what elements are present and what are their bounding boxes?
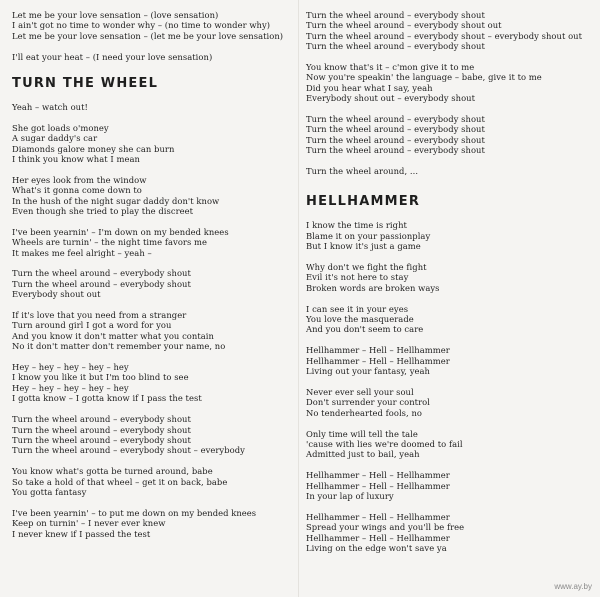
intro-section — [12, 10, 297, 62]
lyric-line: Broken words are broken ways — [306, 282, 440, 293]
lyric-line: Turn the wheel around – everybody shout — [306, 124, 485, 135]
lyric-line: So take a hold of that wheel – get it on back, babe — [12, 476, 228, 487]
lyric-line: I know the time is right — [306, 220, 407, 231]
stanza — [12, 362, 297, 404]
lyric-line: Let me be your love sensation – (let me be your love sensation) — [12, 30, 284, 41]
stanza — [12, 310, 297, 352]
page-fold — [298, 0, 299, 597]
lyric-line: Only time will tell the tale — [306, 428, 418, 439]
lyric-line: I ain't got no time to wonder why – (no time to wonder why) — [12, 20, 271, 31]
stanza — [306, 429, 596, 460]
lyric-line: It makes me feel alright – yeah – — [12, 247, 152, 258]
lyric-line: What's it gonna come down to — [12, 185, 142, 196]
lyric-line: Turn the wheel around – everybody shout – everybody — [12, 445, 245, 456]
stanza — [12, 102, 297, 112]
lyric-line: Turn the wheel around – everybody shout — [12, 414, 191, 425]
left-column — [12, 10, 297, 549]
lyric-line: No tenderhearted fools, no — [306, 407, 422, 418]
lyric-line: Even though she tried to play the discreet — [12, 206, 194, 217]
lyric-line: Never ever sell your soul — [306, 386, 414, 397]
stanza — [12, 175, 297, 217]
lyric-line: I've been yearnin' – I'm down on my bended knees — [12, 226, 229, 237]
turn-the-wheel-continued — [306, 10, 596, 176]
stanza — [12, 10, 297, 41]
stanza — [306, 220, 596, 251]
watermark: www.ay.by — [554, 582, 592, 591]
lyric-line: Turn the wheel around – everybody shout — [306, 114, 485, 125]
stanza — [306, 304, 596, 335]
lyric-line: Hellhammer – Hell – Hellhammer — [306, 470, 450, 481]
stanza — [306, 10, 596, 52]
lyric-line: No it don't matter don't remember your name, no — [12, 341, 226, 352]
lyric-line: Evil it's not here to stay — [306, 272, 409, 283]
lyric-line: Turn the wheel around – everybody shout — [12, 434, 191, 445]
stanza — [306, 387, 596, 418]
stanza — [306, 62, 596, 104]
lyric-line: Turn the wheel around – everybody shout — [12, 268, 191, 279]
lyric-line: Turn the wheel around – everybody shout — [12, 278, 191, 289]
lyric-line: A sugar daddy's car — [12, 133, 98, 144]
lyric-line: You love the masquerade — [306, 314, 414, 325]
stanza — [306, 166, 596, 176]
lyric-line: Hellhammer – Hell – Hellhammer — [306, 480, 450, 491]
lyric-line: In the hush of the night sugar daddy don't know — [12, 195, 220, 206]
stanza — [306, 114, 596, 156]
lyric-line: Everybody shout out — [12, 289, 101, 300]
lyric-line: Turn the wheel around – everybody shout — [12, 424, 191, 435]
lyric-line: Turn the wheel around – everybody shout — [306, 41, 485, 52]
lyric-line: I've been yearnin' – to put me down on my bended knees — [12, 507, 257, 518]
stanza — [12, 466, 297, 497]
lyric-line: You know that's it – c'mon give it to me — [306, 62, 475, 73]
lyric-line: And you know it don't matter what you contain — [12, 330, 214, 341]
stanza — [306, 345, 596, 376]
lyric-line: In your lap of luxury — [306, 490, 394, 501]
stanza — [12, 414, 297, 456]
lyric-line: Hey – hey – hey – hey – hey — [12, 362, 129, 373]
song-title-turn-the-wheel: TURN THE WHEEL — [12, 76, 159, 92]
lyric-line: Turn the wheel around – everybody shout — [306, 134, 485, 145]
lyric-line: Hellhammer – Hell – Hellhammer — [306, 511, 450, 522]
lyric-line: Living on the edge won't save ya — [306, 542, 447, 553]
lyric-line: Turn the wheel around – everybody shout — [306, 145, 485, 156]
lyric-line: Admitted just to bail, yeah — [306, 449, 420, 460]
lyric-line: Turn the wheel around – everybody shout out — [306, 20, 502, 31]
lyric-line: If it's love that you need from a stranger — [12, 310, 187, 321]
stanza — [306, 470, 596, 501]
lyric-line: Don't surrender your control — [306, 397, 430, 408]
lyric-line: Diamonds galore money she can burn — [12, 143, 175, 154]
stanza — [306, 512, 596, 554]
lyric-line: Hellhammer – Hell – Hellhammer — [306, 532, 450, 543]
lyric-line: You gotta fantasy — [12, 486, 87, 497]
lyric-line: Did you hear what I say, yeah — [306, 82, 433, 93]
lyric-line: I'll eat your heat – (I need your love sensation) — [12, 51, 213, 62]
lyric-line: Hellhammer – Hell – Hellhammer — [306, 355, 450, 366]
lyric-line: Yeah – watch out! — [12, 102, 88, 113]
lyric-line: 'cause with lies we're doomed to fail — [306, 438, 463, 449]
stanza — [12, 227, 297, 258]
lyric-line: I know you like it but I'm too blind to see — [12, 372, 189, 383]
lyric-line: Keep on turnin' – I never ever knew — [12, 518, 166, 529]
lyric-line: Hey – hey – hey – hey – hey — [12, 382, 129, 393]
lyric-line: Living out your fantasy, yeah — [306, 366, 430, 377]
lyric-line: Turn the wheel around, ... — [306, 166, 419, 177]
turn-the-wheel-lyrics — [12, 102, 297, 539]
lyric-line: Let me be your love sensation – (love sensation) — [12, 10, 219, 20]
lyric-line: Turn the wheel around – everybody shout — [306, 10, 485, 20]
lyric-line: Why don't we fight the fight — [306, 262, 427, 273]
lyric-line: Wheels are turnin' – the night time favors me — [12, 237, 208, 248]
lyric-line: Her eyes look from the window — [12, 174, 147, 185]
lyric-line: Turn around girl I got a word for you — [12, 320, 172, 331]
lyric-line: She got loads o'money — [12, 122, 109, 133]
lyric-line: Hellhammer – Hell – Hellhammer — [306, 345, 450, 356]
lyric-line: Turn the wheel around – everybody shout – everybody shout out — [306, 30, 583, 41]
stanza — [12, 123, 297, 165]
lyric-line: Blame it on your passionplay — [306, 230, 431, 241]
lyric-line: But I know it's just a game — [306, 241, 421, 252]
lyric-line: Everybody shout out – everybody shout — [306, 93, 476, 104]
lyric-line: I think you know what I mean — [12, 154, 140, 165]
stanza — [12, 508, 297, 539]
song-title-hellhammer: HELLHAMMER — [306, 194, 421, 210]
lyric-line: And you don't seem to care — [306, 324, 424, 335]
stanza — [12, 52, 297, 62]
lyric-line: I can see it in your eyes — [306, 303, 409, 314]
lyric-line: Now you're speakin' the language – babe, give it to me — [306, 72, 542, 83]
lyric-line: I gotta know – I gotta know if I pass the test — [12, 393, 202, 404]
stanza — [12, 268, 297, 299]
lyric-line: I never knew if I passed the test — [12, 528, 151, 539]
lyric-line: Spread your wings and you'll be free — [306, 522, 465, 533]
stanza — [306, 262, 596, 293]
hellhammer-lyrics — [306, 220, 596, 553]
lyric-line: You know what's gotta be turned around, babe — [12, 466, 213, 477]
right-column — [306, 10, 596, 564]
